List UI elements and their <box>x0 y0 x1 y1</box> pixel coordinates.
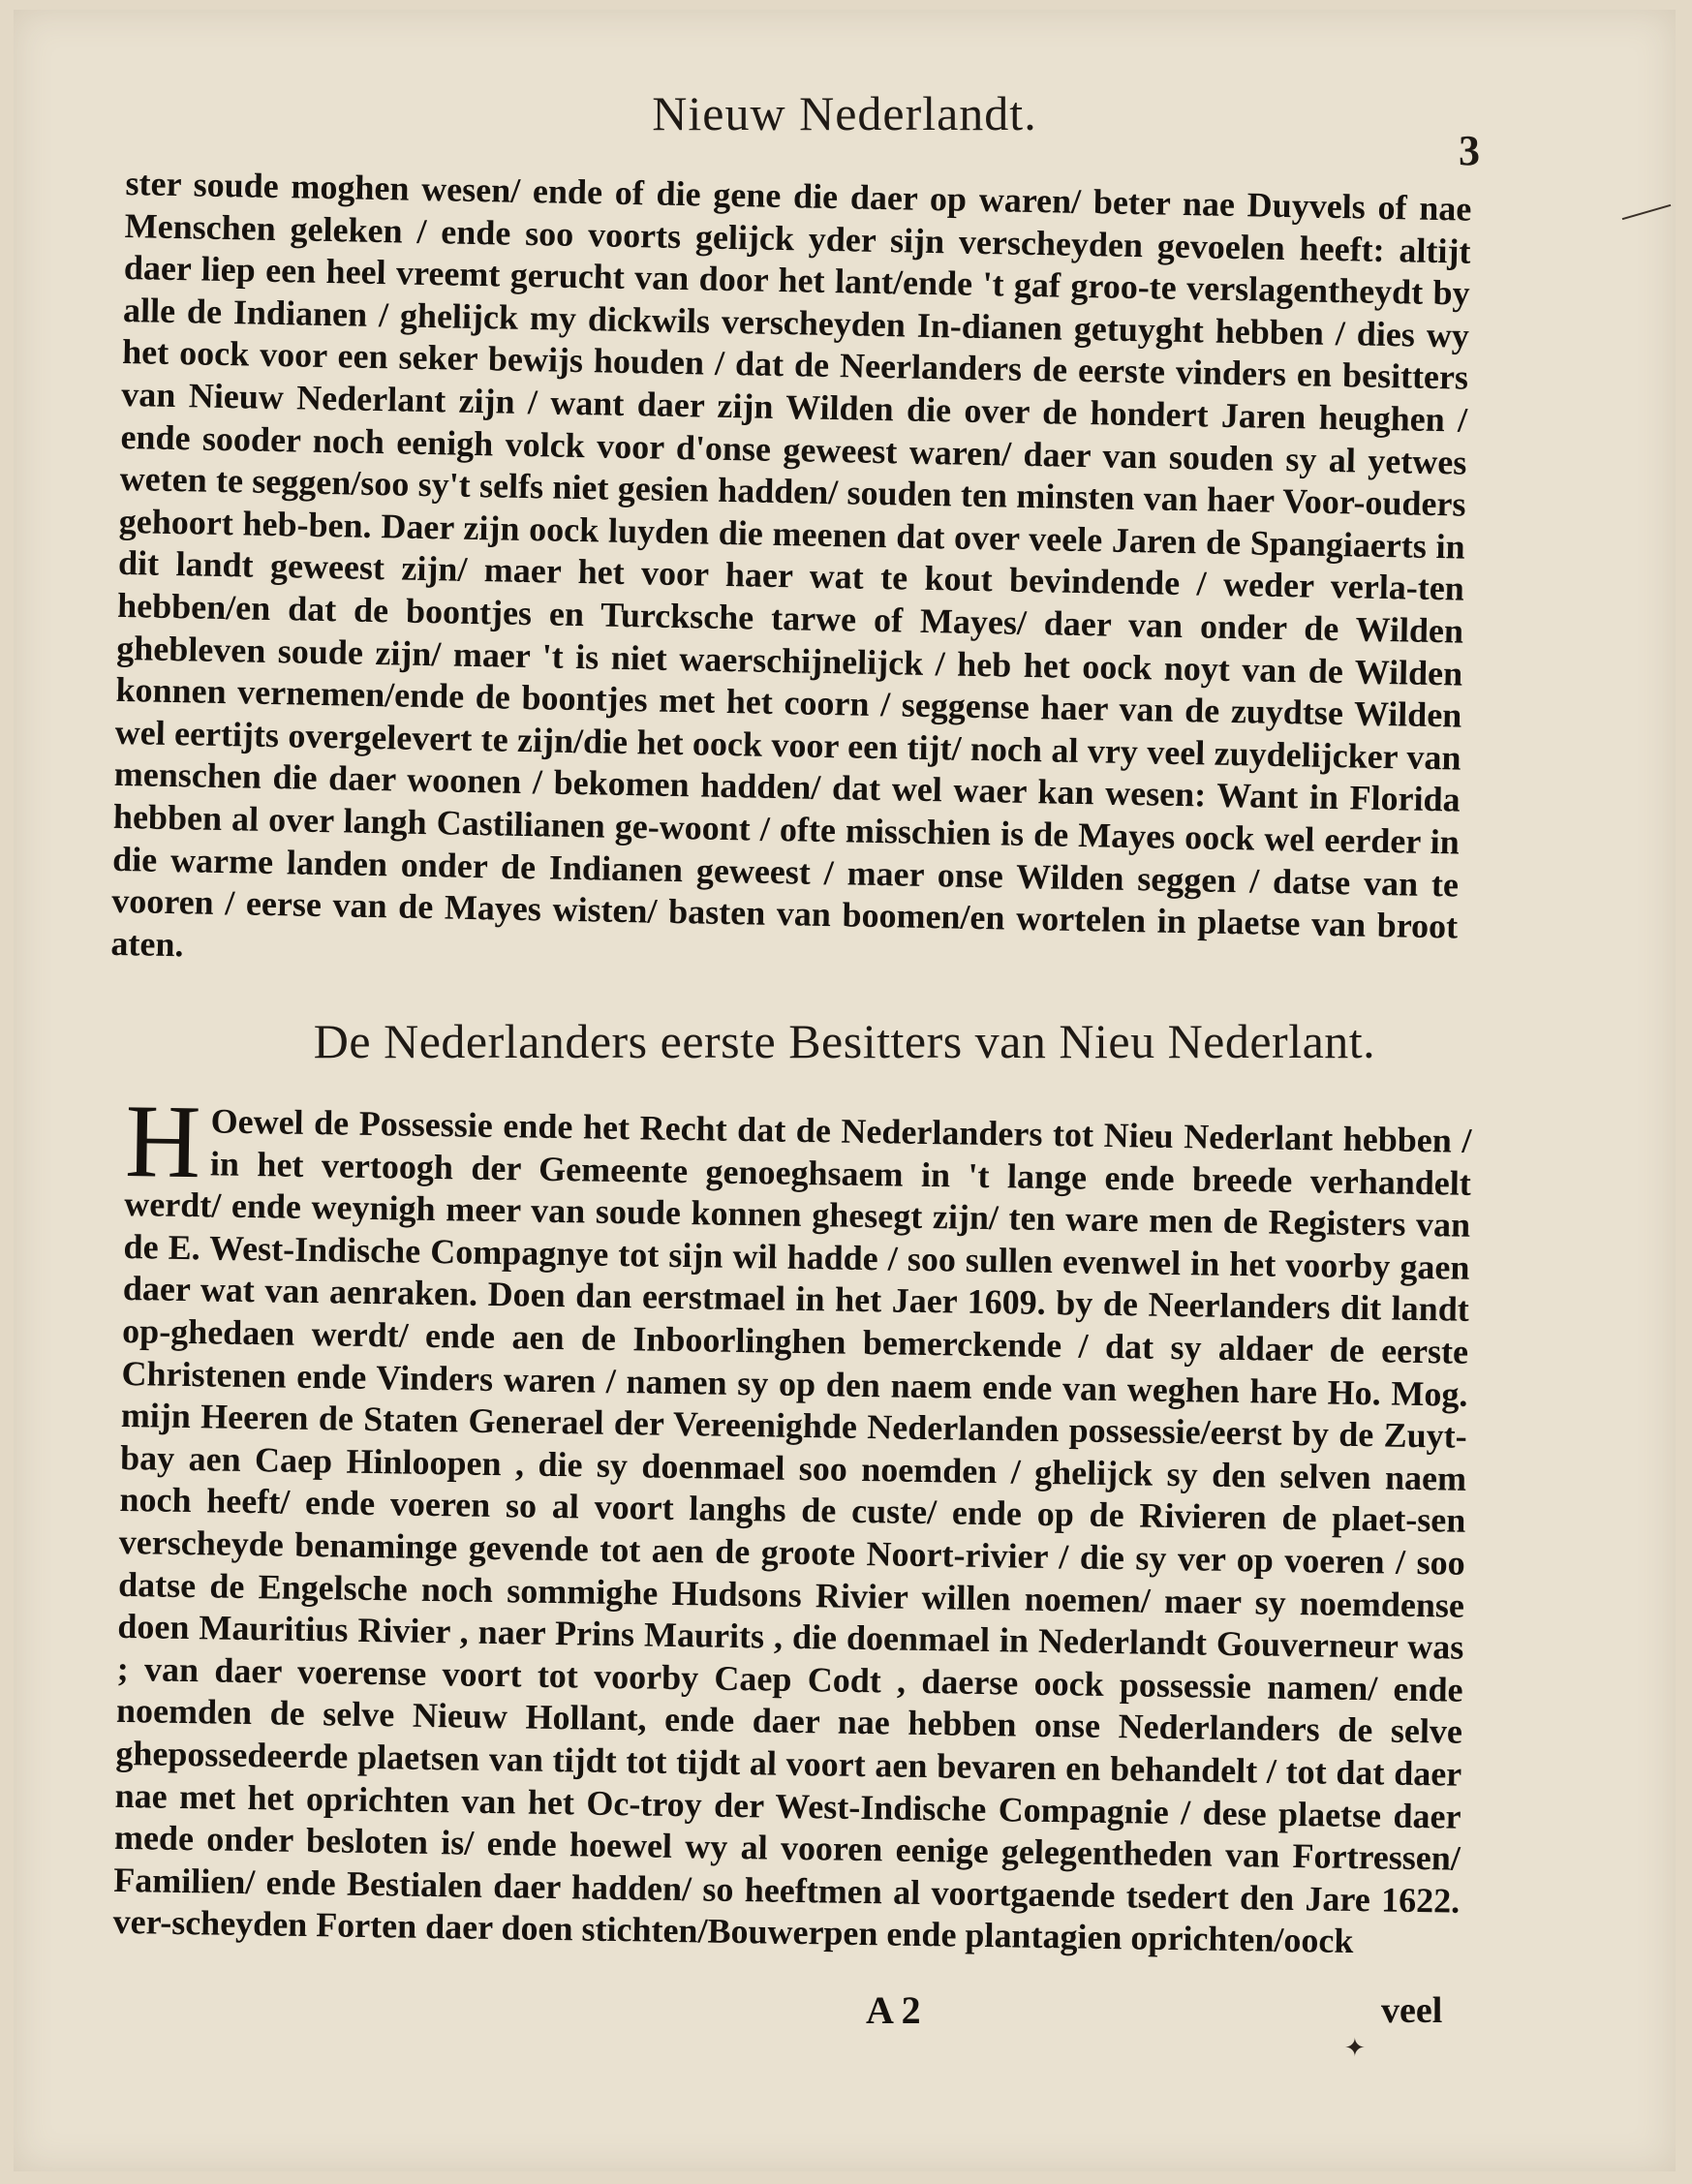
book-page <box>14 10 1676 2171</box>
drop-capital: H <box>124 1084 202 1201</box>
running-head: Nieuw Nederlandt. <box>652 86 1037 140</box>
margin-pen-mark <box>1622 204 1672 220</box>
body-paragraph-2-text: Oewel de Possessie ende het Recht dat de Nederlanders tot Nieu Nederlant hebben / in het vertoogh der Gemeente genoeghsaem in 't lange ende breede verhandelt werdt/ ende weynigh meer van soude konnen ghesegt zijn/ ten ware men de Registers van de E. West-Indische Compagnye tot sijn wil hadde / soo sullen evenwel in het voorby gaen daer wat van aenraken. Doen dan eerstmael in het Jaer 1609. by de Neerlanders dit landt op-ghedaen werdt/ ende aen de Inboorlinghen bemerckende / dat sy aldaer de eerste Christenen ende Vinders waren / namen sy op den naem ende van weghen hare Ho. Mog. mijn Heeren de Staten Generael der Vereenighde Nederlanden possessie/eerst by de Zuyt-bay aen Caep Hinloopen , die sy doenmael soo noemden / ghelijck sy den selven naem noch heeft/ ende voeren so al voort langhs de custe/ ende op de Rivieren de plaet-sen verscheyde benaminge gevende tot aen de groote Noort-rivier / die sy ver op voeren / soo datse de Engelsche noch sommighe Hudsons Rivier willen noemen/ maer sy noemdense doen Mauritius Rivier , naer Prins Maurits , die doenmael in Nederlandt Gouverneur was ; van daer voerense voort tot voorby Caep Codt , daerse oock possessie namen/ ende noemden de selve Nieuw Hollant, ende daer nae hebben onse Nederlanders de selve ghepossedeerde plaetsen van tijdt tot tijdt al voort aen bevaren en behandelt / tot dat daer nae met het oprichten van het Oc-troy der West-Indische Compagnie / dese plaetse daer mede onder besloten is/ ende hoewel wy al vooren eenige gelegentheden van Fortressen/ Familien/ ende Bestialen daer hadden/ so heeftmen al voortgaende tsedert den Jare 1622. ver-scheyden Forten daer doen stichten/Bouwerpen ende plantagien oprichten/oock <box>112 1101 1472 1961</box>
signature-mark: A 2 <box>866 1988 921 2032</box>
section-heading: De Nederlanders eerste Besitters van Nieu Nederlant. <box>313 1014 1376 1068</box>
body-paragraph-2 <box>112 1084 1472 1965</box>
page-number: 3 <box>1459 127 1480 174</box>
ink-speck-icon: ✦ <box>1344 2034 1366 2063</box>
catchword: veel <box>1381 1990 1443 2031</box>
body-paragraph-1: ster soude moghen wesen/ ende of die gene die daer op waren/ beter nae Duyvels of nae Menschen geleken / ende soo voorts gelijck yder sijn verscheyden gevoelen heeft: altijt daer liep een heel vreemt gerucht van door het lant/ende 't gaf groo-te verslagentheydt by alle de Indianen / ghelijck my dickwils verscheyden In-dianen getuyght hebben / dies wy het oock voor een seker bewijs houden / dat de Neerlanders de eerste vinders en besitters van Nieuw Nederlant zijn / want daer zijn Wilden die over de hondert Jaren heughen / ende sooder noch eenigh volck voor d'onse geweest waren/ daer van souden sy al yetwes weten te seggen/soo sy't selfs niet gesien hadden/ souden ten minsten van haer Voor-ouders gehoort heb-ben. Daer zijn oock luyden die meenen dat over veele Jaren de Spangiaerts in dit landt geweest zijn/ maer het voor haer wat te kout bevindende / weder verla-ten hebben/en dat de boontjes en Turcksche tarwe of Mayes/ daer van onder de Wilden ghebleven soude zijn/ maer 't is niet waerschijnelijck / heb het oock noyt van de Wilden konnen vernemen/ende de boontjes met het coorn / seggense haer van de zuydtse Wilden wel eertijts overgelevert te zijn/die het oock voor een tijt/ noch al vry veel zuydelijcker van menschen die daer woonen / bekomen hadden/ dat wel waer kan wesen: Want in Florida hebben al over langh Castilianen ge-woont / ofte misschien is de Mayes oock wel eerder in die warme landen onder de Indianen geweest / maer onse Wilden seggen / datse van te vooren / eerse van de Mayes wisten/ basten van boomen/en wortelen in plaetse van broot aten. <box>110 163 1472 964</box>
